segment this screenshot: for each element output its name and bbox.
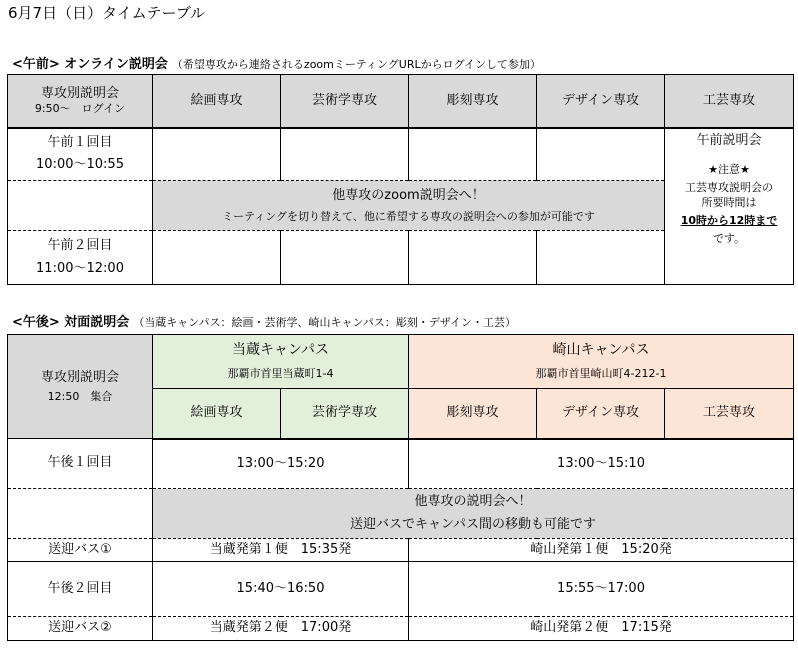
offline-session2-label: 午後２回目 (8, 562, 153, 617)
offline-session1-campus-a: 13:00～15:20 (153, 439, 409, 489)
online-header-row (8, 75, 794, 128)
craft-note-title: 午前説明会 (696, 132, 762, 148)
online-header-sub: 9:50～ ログイン (34, 102, 126, 115)
online-switch-text: ミーティングを切り替えて、他に希望する専攻の説明会への参加が可能です (222, 209, 595, 223)
empty-cell (409, 231, 537, 285)
offline-bus1-label: 送迎バス① (8, 539, 153, 562)
campus-b-name: 崎山キャンパス (552, 341, 650, 358)
offline-move-text: 送迎バスでキャンパス間の移動も可能です (349, 516, 597, 532)
page-title: 6月7日（日）タイムテーブル (8, 4, 206, 22)
online-note: （希望専攻から連絡されるzoomミーティングURLからログインして参加） (171, 58, 542, 71)
offline-session1-campus-b: 13:00～15:10 (409, 439, 794, 489)
craft-note-line1: 工芸専攻説明会の (685, 180, 773, 194)
craft-note-emphasis: 10時から12時まで (680, 214, 778, 227)
offline-bus2-campus-b: 崎山発第２便 17:15発 (409, 617, 794, 641)
offline-heading: <午後> 対面説明会 (12, 315, 130, 330)
offline-session2-campus-a: 15:40～16:50 (153, 562, 409, 617)
offline-major-painting: 絵画専攻 (153, 389, 281, 439)
offline-bus1-row (8, 539, 794, 562)
empty-cell (537, 231, 665, 285)
campus-a-address: 那覇市首里当蔵町1-4 (227, 367, 334, 381)
empty-cell (281, 128, 409, 181)
online-switch-title: 他専攻のzoom説明会へ！ (332, 187, 485, 203)
craft-note-attention: ★注意★ (708, 162, 750, 176)
empty-cell (153, 128, 281, 181)
offline-bus1-campus-b: 崎山発第１便 15:20発 (409, 539, 794, 562)
offline-major-sculpture: 彫刻専攻 (409, 389, 537, 439)
offline-note: （当蔵キャンパス：絵画・芸術学、崎山キャンパス：彫刻・デザイン・工芸） (133, 316, 516, 329)
campus-a-cell (153, 335, 409, 389)
online-major-design: デザイン専攻 (537, 75, 665, 128)
offline-section-heading (12, 311, 516, 330)
craft-note-cell (665, 128, 794, 285)
offline-move-banner (153, 489, 794, 539)
online-header-label: 専攻別説明会 (40, 85, 119, 101)
online-session2-label: 午前２回目 (47, 238, 113, 254)
offline-bus2-campus-a: 当蔵発第２便 17:00発 (153, 617, 409, 641)
online-major-sculpture: 彫刻専攻 (409, 75, 537, 128)
online-major-painting: 絵画専攻 (153, 75, 281, 128)
empty-cell (8, 489, 153, 539)
offline-timetable (7, 334, 794, 641)
offline-session2-campus-b: 15:55～17:00 (409, 562, 794, 617)
campus-a-name: 当蔵キャンパス (231, 341, 330, 358)
empty-cell (8, 181, 153, 231)
online-timetable (7, 74, 794, 285)
online-session2-cell (8, 231, 153, 285)
online-session1-time: 10:00～10:55 (36, 157, 124, 173)
campus-b-cell (409, 335, 794, 389)
online-section-heading (12, 53, 541, 72)
online-session1-label: 午前１回目 (47, 135, 113, 150)
online-session1-cell (8, 128, 153, 181)
online-session1-row (8, 128, 794, 181)
offline-header-sub: 12:50 集合 (47, 389, 113, 403)
online-major-craft: 工芸専攻 (665, 75, 794, 128)
offline-major-craft: 工芸専攻 (665, 389, 794, 439)
empty-cell (153, 231, 281, 285)
online-major-art-studies: 芸術学専攻 (281, 75, 409, 128)
offline-bus2-label: 送迎バス② (8, 617, 153, 641)
offline-session1-row (8, 439, 794, 489)
offline-move-row (8, 489, 794, 539)
offline-header-label: 専攻別説明会 (40, 369, 119, 385)
offline-session2-row (8, 562, 794, 617)
online-header-cell (8, 75, 153, 128)
craft-note-line3: です。 (712, 231, 746, 245)
empty-cell (537, 128, 665, 181)
craft-note-line2: 所要時間は (701, 196, 757, 210)
offline-bus2-row (8, 617, 794, 641)
offline-bus1-campus-a: 当蔵発第１便 15:35発 (153, 539, 409, 562)
offline-session1-label: 午後１回目 (8, 439, 153, 489)
offline-move-title: 他専攻の説明会へ！ (414, 494, 532, 510)
online-switch-banner (153, 181, 665, 231)
online-heading: <午前> オンライン説明会 (12, 57, 168, 72)
campus-row (8, 335, 794, 389)
online-session2-time: 11:00～12:00 (36, 260, 124, 276)
offline-major-art-studies: 芸術学専攻 (281, 389, 409, 439)
empty-cell (281, 231, 409, 285)
offline-major-design: デザイン専攻 (537, 389, 665, 439)
offline-header-cell (8, 335, 153, 439)
empty-cell (409, 128, 537, 181)
campus-b-address: 那覇市首里崎山町4-212-1 (535, 367, 667, 381)
